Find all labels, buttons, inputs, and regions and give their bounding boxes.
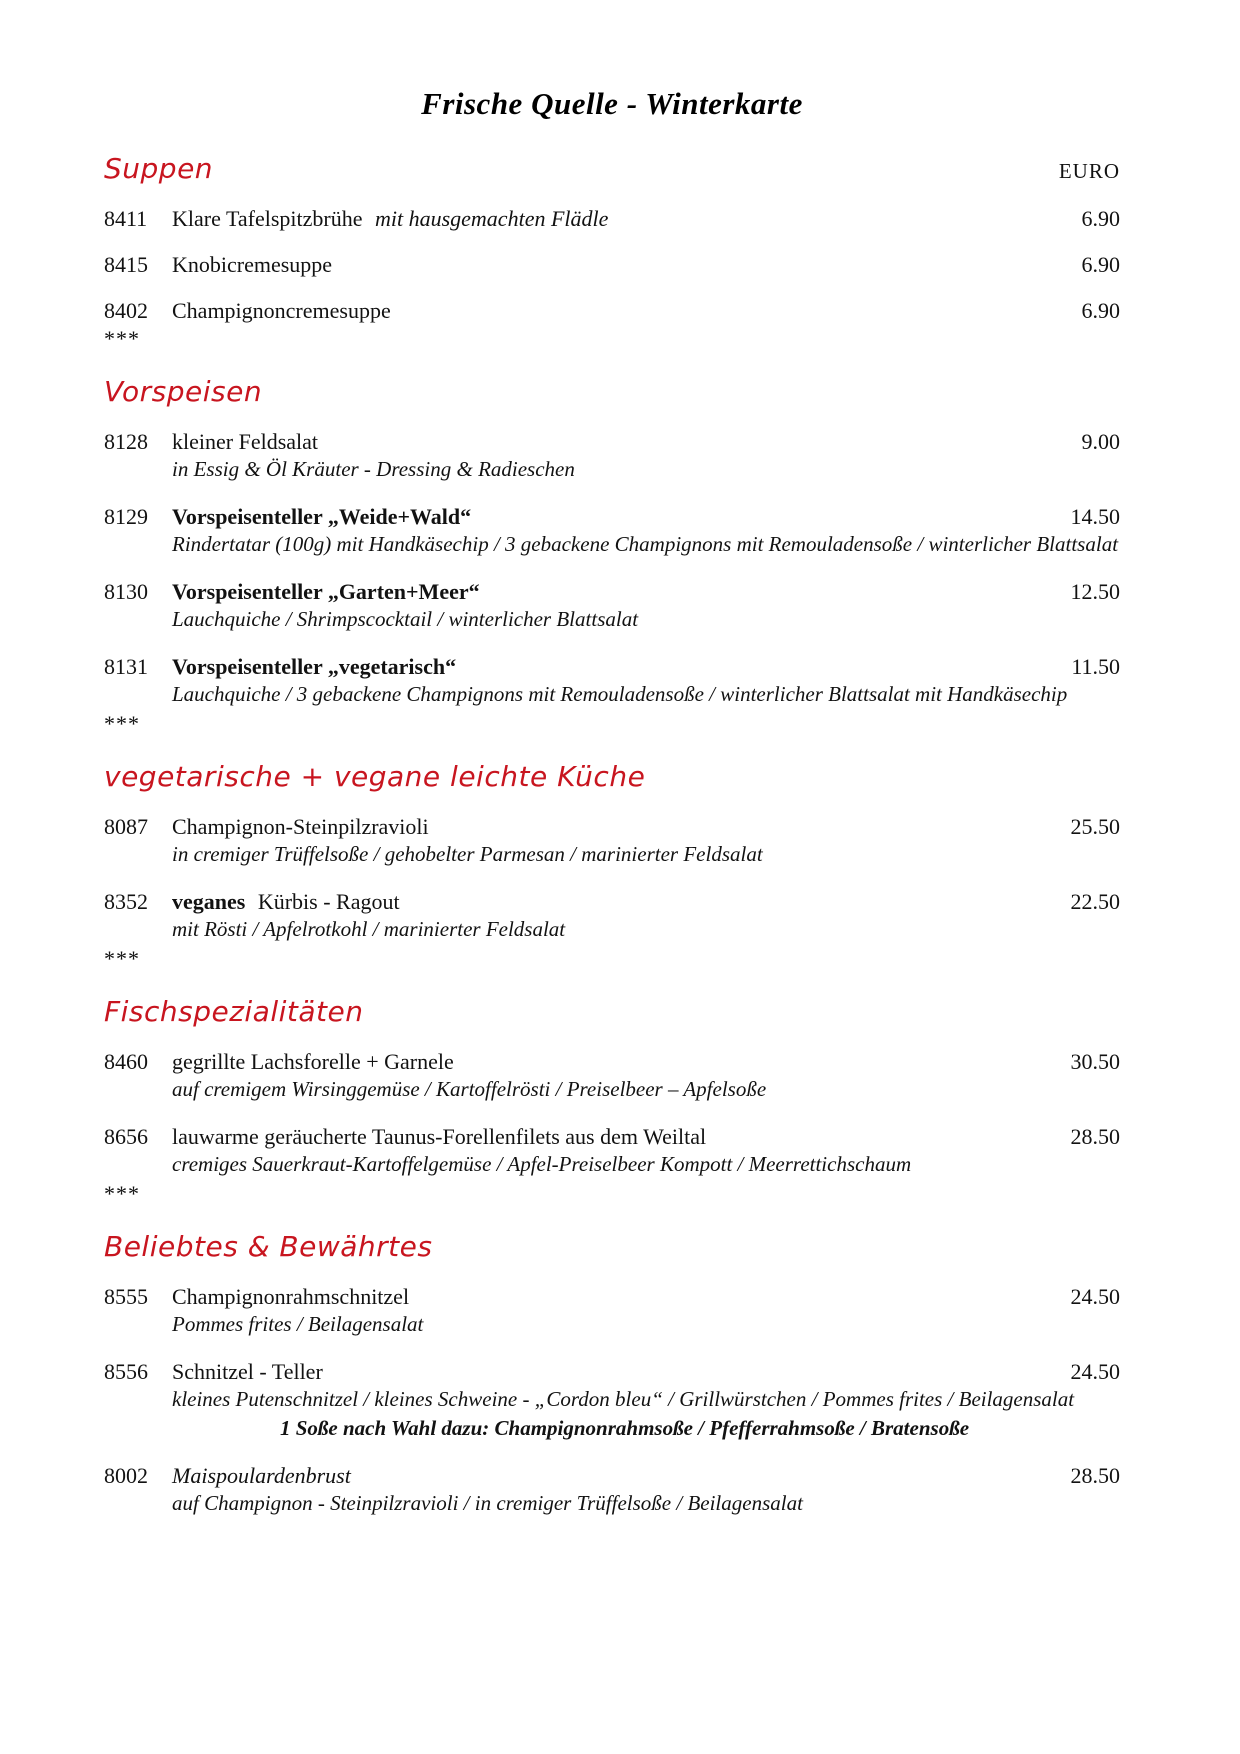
item-price: 25.50 <box>1070 814 1120 839</box>
item-name-rest: Kürbis - Ragout <box>257 889 400 914</box>
item-price: 28.50 <box>1070 1124 1120 1149</box>
item-price: 6.90 <box>1081 298 1120 323</box>
item-code: 8415 <box>104 252 148 277</box>
menu-item-8411 <box>104 205 1120 232</box>
currency-header: EURO <box>1058 159 1120 183</box>
item-name: Champignoncremesuppe <box>172 298 391 323</box>
item-name: Knobicremesuppe <box>172 252 333 277</box>
section-header-fisch <box>104 995 1120 1029</box>
item-price: 12.50 <box>1070 579 1120 604</box>
item-price: 6.90 <box>1081 252 1120 277</box>
item-code: 8402 <box>104 298 148 323</box>
item-price: 22.50 <box>1070 889 1120 914</box>
item-name: Vorspeisenteller „Garten+Meer“ <box>172 579 480 604</box>
item-code: 8087 <box>104 814 148 839</box>
section-title-vorspeisen: Vorspeisen <box>104 375 263 408</box>
item-name: kleiner Feldsalat <box>172 429 319 454</box>
section-title-fisch: Fischspezialitäten <box>104 995 364 1028</box>
item-price: 11.50 <box>1071 654 1120 679</box>
item-name: gegrillte Lachsforelle + Garnele <box>172 1049 454 1074</box>
item-description: Lauchquiche / Shrimpscocktail / winterlicher Blattsalat <box>172 607 639 631</box>
item-name <box>172 888 1071 915</box>
section-title-suppen: Suppen <box>104 152 214 185</box>
section-header-beliebtes <box>104 1230 1120 1264</box>
section-title-beliebtes: Beliebtes & Bewährtes <box>104 1230 433 1263</box>
item-name: Schnitzel - Teller <box>172 1359 323 1384</box>
menu-item-8002 <box>104 1462 1120 1518</box>
item-description: Pommes frites / Beilagensalat <box>172 1312 424 1336</box>
menu-item-8352 <box>104 888 1120 944</box>
section-title-vegetarisch: vegetarische + vegane leichte Küche <box>104 760 646 793</box>
item-name-bold: veganes <box>172 889 246 914</box>
item-description: auf cremigem Wirsinggemüse / Kartoffelrösti / Preiselbeer – Apfelsoße <box>172 1077 767 1101</box>
item-name: Champignonrahmschnitzel <box>172 1284 410 1309</box>
menu-item-8555 <box>104 1283 1120 1339</box>
menu-item-8556 <box>104 1358 1120 1443</box>
section-separator: *** <box>104 326 140 351</box>
item-name: Vorspeisenteller „vegetarisch“ <box>172 654 457 679</box>
menu-item-8128 <box>104 428 1120 484</box>
item-description: auf Champignon - Steinpilzravioli / in cremiger Trüffelsoße / Beilagensalat <box>172 1491 803 1515</box>
menu-item-8656 <box>104 1123 1120 1179</box>
item-name: lauwarme geräucherte Taunus-Forellenfilets aus dem Weiltal <box>172 1124 707 1149</box>
section-separator: *** <box>104 711 140 736</box>
item-code: 8129 <box>104 504 148 529</box>
item-sauce-note: 1 Soße nach Wahl dazu: Champignonrahmsoße / Pfefferrahmsoße / Bratensoße <box>280 1416 970 1440</box>
item-price: 24.50 <box>1070 1284 1120 1309</box>
item-description: in cremiger Trüffelsoße / gehobelter Parmesan / marinierter Feldsalat <box>172 842 763 866</box>
section-header-vegetarisch <box>104 760 1120 794</box>
item-code: 8131 <box>104 654 148 679</box>
menu-item-8087 <box>104 813 1120 869</box>
menu-item-8402 <box>104 297 1120 324</box>
item-code: 8411 <box>104 206 148 231</box>
menu-item-8131 <box>104 653 1120 709</box>
item-price: 30.50 <box>1070 1049 1120 1074</box>
item-code: 8128 <box>104 429 148 454</box>
section-header-vorspeisen <box>104 375 1120 409</box>
item-price: 9.00 <box>1081 429 1120 454</box>
page-title: Frische Quelle - Winterkarte <box>421 86 803 121</box>
item-name <box>172 205 1082 232</box>
item-code: 8555 <box>104 1284 148 1309</box>
menu-item-8415 <box>104 251 1120 278</box>
section-separator: *** <box>104 946 140 971</box>
item-description: Rindertatar (100g) mit Handkäsechip / 3 gebackene Champignons mit Remouladensoße / winterlicher Blattsalat <box>172 532 1119 556</box>
item-name-main: Klare Tafelspitzbrühe <box>172 206 363 231</box>
item-description: kleines Putenschnitzel / kleines Schweine - „Cordon bleu“ / Grillwürstchen / Pommes frites / Beilagensalat <box>172 1387 1075 1411</box>
item-description: cremiges Sauerkraut-Kartoffelgemüse / Apfel-Preiselbeer Kompott / Meerrettichschaum <box>172 1152 912 1176</box>
item-description: mit Rösti / Apfelrotkohl / marinierter Feldsalat <box>172 917 566 941</box>
item-name: Vorspeisenteller „Weide+Wald“ <box>172 504 472 529</box>
item-name-suffix: mit hausgemachten Flädle <box>374 206 609 231</box>
item-code: 8002 <box>104 1463 148 1488</box>
menu-item-8129 <box>104 503 1120 559</box>
item-code: 8352 <box>104 889 148 914</box>
item-code: 8656 <box>104 1124 148 1149</box>
item-price: 6.90 <box>1081 206 1120 231</box>
item-code: 8556 <box>104 1359 148 1384</box>
menu-item-8130 <box>104 578 1120 634</box>
item-code: 8130 <box>104 579 148 604</box>
item-name: Maispoulardenbrust <box>172 1463 351 1488</box>
item-price: 14.50 <box>1070 504 1120 529</box>
section-header-suppen <box>104 152 1120 186</box>
item-description: in Essig & Öl Kräuter - Dressing & Radieschen <box>172 457 575 481</box>
item-price: 24.50 <box>1070 1359 1120 1384</box>
item-price: 28.50 <box>1070 1463 1120 1488</box>
menu-item-8460 <box>104 1048 1120 1104</box>
section-separator: *** <box>104 1181 140 1206</box>
item-code: 8460 <box>104 1049 148 1074</box>
item-description: Lauchquiche / 3 gebackene Champignons mit Remouladensoße / winterlicher Blattsalat mit Handkäsechip <box>172 682 1068 706</box>
item-name: Champignon-Steinpilzravioli <box>172 814 429 839</box>
